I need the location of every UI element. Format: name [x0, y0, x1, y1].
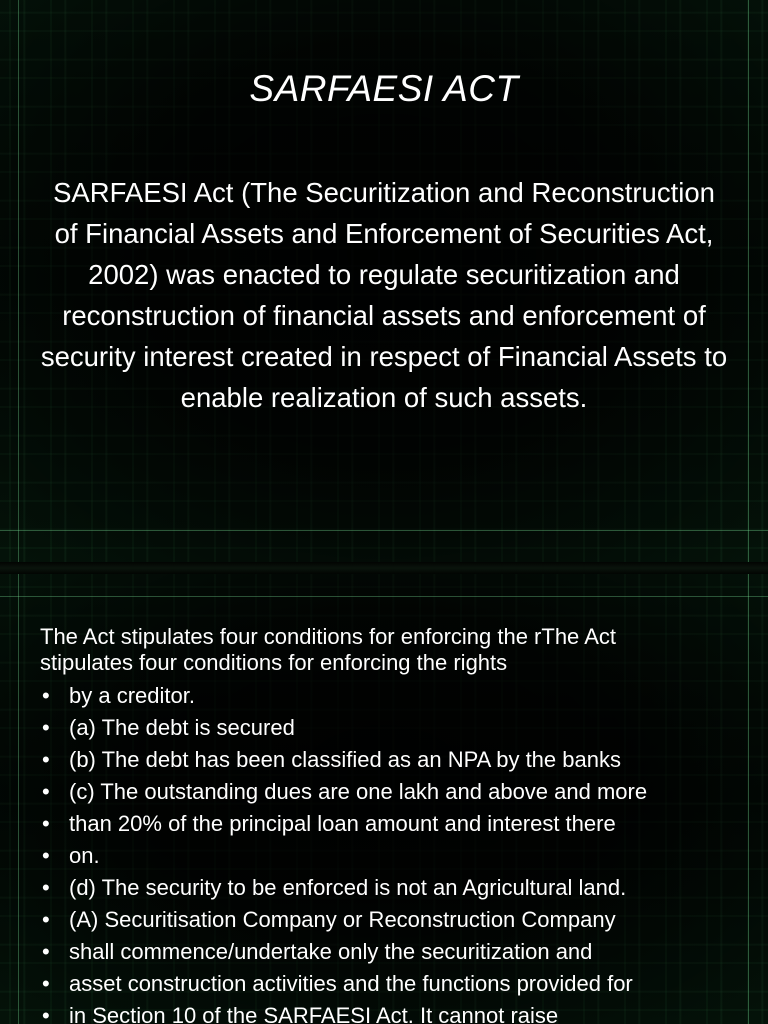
list-item: • (c) The outstanding dues are one lakh and above and more [40, 776, 720, 808]
grid-line [18, 574, 19, 1024]
list-item: • asset construction activities and the functions provided for [40, 968, 720, 1000]
list-item: • (d) The security to be enforced is not an Agricultural land. [40, 872, 720, 904]
intro-line-1: The Act stipulates four conditions for enforcing the rThe Act [40, 624, 616, 649]
grid-line [748, 574, 749, 1024]
grid-line [0, 530, 768, 531]
list-item: • (A) Securitisation Company or Reconstruction Company [40, 904, 720, 936]
slide-title: SARFAESI ACT [249, 68, 519, 109]
intro-line-2: stipulates four conditions for enforcing the rights [40, 650, 508, 675]
intro-text [40, 624, 720, 676]
list-item: • by a creditor. [40, 680, 720, 712]
slide-paragraph: SARFAESI Act (The Securitization and Reconstruction of Financial Assets and Enforcement of Securities Act, 2002) was enacted to regulate securitization and reconstruction of financial assets and enforcement of security interest created in respect of Financial Assets to enable realization of such assets. [40, 177, 728, 413]
slide-conditions-section [0, 574, 768, 1024]
list-item: • (a) The debt is secured [40, 712, 720, 744]
list-item: • in Section 10 of the SARFAESI Act. It cannot raise [40, 1000, 720, 1024]
list-item: • than 20% of the principal loan amount and interest there [40, 808, 720, 840]
slide-divider [0, 562, 768, 574]
bullet-list [40, 680, 720, 1024]
list-item: • on. [40, 840, 720, 872]
grid-line [0, 596, 768, 597]
list-item: • shall commence/undertake only the securitization and [40, 936, 720, 968]
list-item: • (b) The debt has been classified as an NPA by the banks [40, 744, 720, 776]
slide-body [40, 624, 720, 1024]
